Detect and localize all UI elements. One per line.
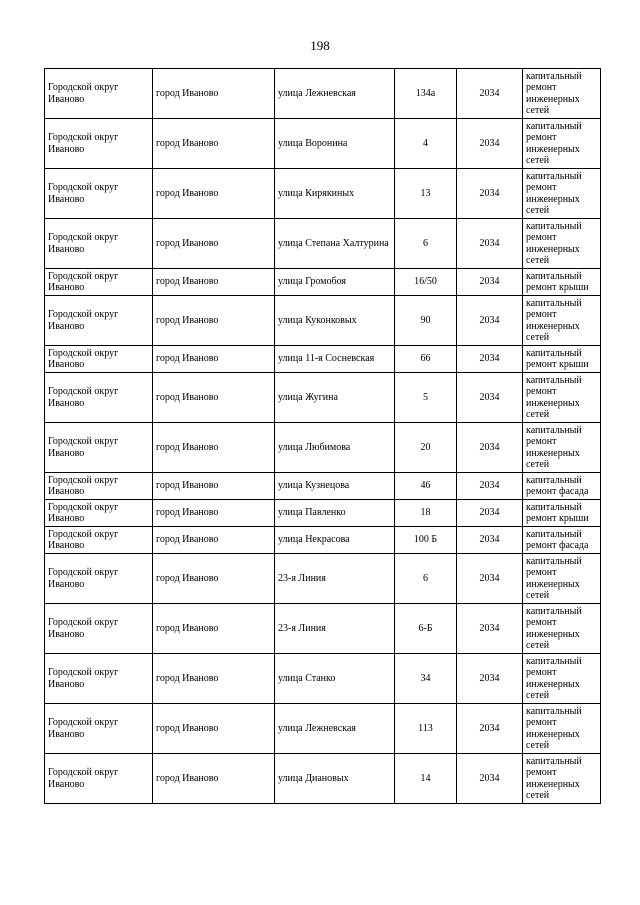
district-cell: Городской округ Иваново (45, 169, 153, 219)
house-cell: 16/50 (395, 269, 457, 296)
year-cell: 2034 (457, 269, 523, 296)
work-type-cell: капитальный ремонт инженерных сетей (523, 169, 601, 219)
table-row (45, 527, 601, 554)
work-type-cell: капитальный ремонт инженерных сетей (523, 423, 601, 473)
house-cell: 20 (395, 423, 457, 473)
district-cell: Городской округ Иваново (45, 373, 153, 423)
street-cell: улица Лежневская (275, 69, 395, 119)
district-cell: Городской округ Иваново (45, 119, 153, 169)
district-cell: Городской округ Иваново (45, 554, 153, 604)
house-cell: 14 (395, 754, 457, 804)
year-cell: 2034 (457, 500, 523, 527)
table-row (45, 296, 601, 346)
street-cell: улица Степана Халтурина (275, 219, 395, 269)
city-cell: город Иваново (153, 604, 275, 654)
year-cell: 2034 (457, 423, 523, 473)
city-cell: город Иваново (153, 69, 275, 119)
year-cell: 2034 (457, 296, 523, 346)
street-cell: улица Громобоя (275, 269, 395, 296)
table-row (45, 373, 601, 423)
table-row (45, 500, 601, 527)
year-cell: 2034 (457, 604, 523, 654)
city-cell: город Иваново (153, 373, 275, 423)
street-cell: улица Станко (275, 654, 395, 704)
district-cell: Городской округ Иваново (45, 704, 153, 754)
district-cell: Городской округ Иваново (45, 219, 153, 269)
year-cell: 2034 (457, 169, 523, 219)
city-cell: город Иваново (153, 219, 275, 269)
year-cell: 2034 (457, 654, 523, 704)
table-row (45, 269, 601, 296)
street-cell: улица Кирякиных (275, 169, 395, 219)
district-cell: Городской округ Иваново (45, 69, 153, 119)
table-row (45, 346, 601, 373)
district-cell: Городской округ Иваново (45, 473, 153, 500)
city-cell: город Иваново (153, 500, 275, 527)
year-cell: 2034 (457, 346, 523, 373)
street-cell: улица Лежневская (275, 704, 395, 754)
work-type-cell: капитальный ремонт инженерных сетей (523, 654, 601, 704)
street-cell: 23-я Линия (275, 604, 395, 654)
city-cell: город Иваново (153, 296, 275, 346)
city-cell: город Иваново (153, 346, 275, 373)
work-type-cell: капитальный ремонт инженерных сетей (523, 754, 601, 804)
house-cell: 100 Б (395, 527, 457, 554)
table-row (45, 654, 601, 704)
district-cell: Городской округ Иваново (45, 346, 153, 373)
street-cell: улица 11-я Сосневская (275, 346, 395, 373)
house-cell: 113 (395, 704, 457, 754)
district-cell: Городской округ Иваново (45, 423, 153, 473)
work-type-cell: капитальный ремонт инженерных сетей (523, 69, 601, 119)
table-row (45, 704, 601, 754)
city-cell: город Иваново (153, 473, 275, 500)
house-cell: 34 (395, 654, 457, 704)
district-cell: Городской округ Иваново (45, 654, 153, 704)
work-type-cell: капитальный ремонт инженерных сетей (523, 554, 601, 604)
district-cell: Городской округ Иваново (45, 604, 153, 654)
work-type-cell: капитальный ремонт крыши (523, 269, 601, 296)
house-cell: 6 (395, 219, 457, 269)
district-cell: Городской округ Иваново (45, 754, 153, 804)
city-cell: город Иваново (153, 754, 275, 804)
work-type-cell: капитальный ремонт инженерных сетей (523, 119, 601, 169)
district-cell: Городской округ Иваново (45, 527, 153, 554)
city-cell: город Иваново (153, 527, 275, 554)
year-cell: 2034 (457, 554, 523, 604)
year-cell: 2034 (457, 119, 523, 169)
street-cell: улица Воронина (275, 119, 395, 169)
work-type-cell: капитальный ремонт инженерных сетей (523, 704, 601, 754)
work-type-cell: капитальный ремонт инженерных сетей (523, 604, 601, 654)
house-cell: 46 (395, 473, 457, 500)
city-cell: город Иваново (153, 654, 275, 704)
year-cell: 2034 (457, 704, 523, 754)
page-number: 198 (310, 38, 330, 53)
work-type-cell: капитальный ремонт крыши (523, 346, 601, 373)
work-type-cell: капитальный ремонт инженерных сетей (523, 373, 601, 423)
street-cell: улица Некрасова (275, 527, 395, 554)
district-cell: Городской округ Иваново (45, 296, 153, 346)
year-cell: 2034 (457, 473, 523, 500)
house-cell: 90 (395, 296, 457, 346)
district-cell: Городской округ Иваново (45, 500, 153, 527)
house-cell: 134а (395, 69, 457, 119)
house-cell: 18 (395, 500, 457, 527)
year-cell: 2034 (457, 754, 523, 804)
house-cell: 5 (395, 373, 457, 423)
street-cell: улица Жугина (275, 373, 395, 423)
table-row (45, 69, 601, 119)
work-type-cell: капитальный ремонт фасада (523, 527, 601, 554)
street-cell: улица Павленко (275, 500, 395, 527)
street-cell: улица Кузнецова (275, 473, 395, 500)
table-row (45, 219, 601, 269)
table-row (45, 604, 601, 654)
house-cell: 6-Б (395, 604, 457, 654)
table-row (45, 754, 601, 804)
street-cell: улица Куконковых (275, 296, 395, 346)
work-type-cell: капитальный ремонт инженерных сетей (523, 296, 601, 346)
house-cell: 6 (395, 554, 457, 604)
address-table (44, 68, 601, 804)
year-cell: 2034 (457, 527, 523, 554)
district-cell: Городской округ Иваново (45, 269, 153, 296)
year-cell: 2034 (457, 373, 523, 423)
work-type-cell: капитальный ремонт инженерных сетей (523, 219, 601, 269)
table-row (45, 169, 601, 219)
city-cell: город Иваново (153, 554, 275, 604)
house-cell: 4 (395, 119, 457, 169)
city-cell: город Иваново (153, 704, 275, 754)
street-cell: улица Любимова (275, 423, 395, 473)
house-cell: 13 (395, 169, 457, 219)
house-cell: 66 (395, 346, 457, 373)
city-cell: город Иваново (153, 423, 275, 473)
city-cell: город Иваново (153, 119, 275, 169)
street-cell: 23-я Линия (275, 554, 395, 604)
table-row (45, 423, 601, 473)
city-cell: город Иваново (153, 169, 275, 219)
table-row (45, 554, 601, 604)
city-cell: город Иваново (153, 269, 275, 296)
year-cell: 2034 (457, 219, 523, 269)
table-row (45, 473, 601, 500)
table-row (45, 119, 601, 169)
year-cell: 2034 (457, 69, 523, 119)
work-type-cell: капитальный ремонт фасада (523, 473, 601, 500)
street-cell: улица Диановых (275, 754, 395, 804)
work-type-cell: капитальный ремонт крыши (523, 500, 601, 527)
